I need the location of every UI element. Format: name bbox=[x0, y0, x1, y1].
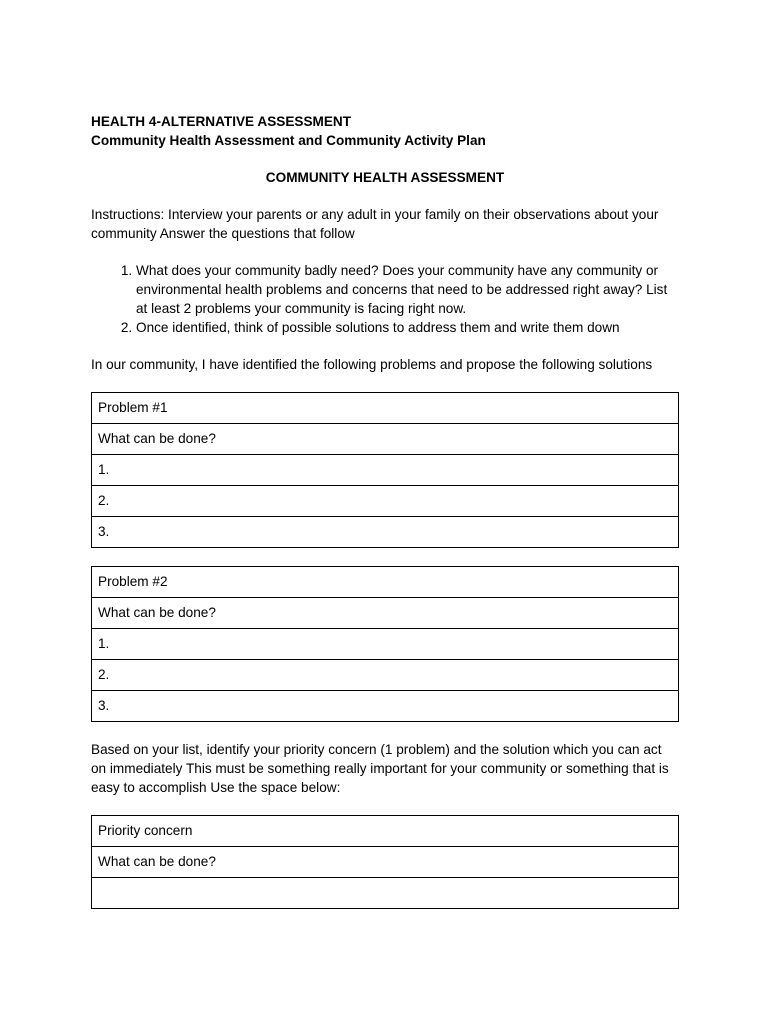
table-row bbox=[92, 567, 679, 598]
table-row bbox=[92, 660, 679, 691]
instructions-text: Instructions: Interview your parents or any adult in your family on their observations about your community Answer the questions that follow bbox=[91, 207, 659, 241]
table-cell-solution-3[interactable]: 3. bbox=[92, 691, 679, 722]
questions-list bbox=[91, 261, 679, 337]
document-title: HEALTH 4-ALTERNATIVE ASSESSMENT bbox=[91, 114, 352, 129]
table-row bbox=[92, 455, 679, 486]
table-row bbox=[92, 486, 679, 517]
table-cell-solution-2[interactable]: 2. bbox=[92, 660, 679, 691]
table-cell-what-can-be-done[interactable]: What can be done? bbox=[92, 847, 679, 878]
table-cell-answer[interactable] bbox=[92, 878, 679, 909]
table-row bbox=[92, 517, 679, 548]
question-item: 1. What does your community badly need? Does your community have any community or environmental health problems and concerns that need to be addressed right away? List at least 2 problems your community is facing right now. bbox=[136, 261, 679, 318]
table-cell-priority-concern[interactable]: Priority concern bbox=[92, 816, 679, 847]
lead-in-text: In our community, I have identified the following problems and propose the following solutions bbox=[91, 357, 653, 372]
priority-instructions-text: Based on your list, identify your priority concern (1 problem) and the solution which you can act on immediately This must be something really important for your community or something that is easy to accomplish Use the space below: bbox=[91, 742, 669, 795]
table-cell-solution-1[interactable]: 1. bbox=[92, 455, 679, 486]
question-item: 2. Once identified, think of possible solutions to address them and write them down bbox=[136, 318, 679, 337]
priority-table bbox=[91, 815, 679, 909]
table-cell-solution-1[interactable]: 1. bbox=[92, 629, 679, 660]
document-page bbox=[91, 112, 679, 909]
document-subtitle: Community Health Assessment and Community Activity Plan bbox=[91, 133, 486, 148]
table-row bbox=[92, 847, 679, 878]
table-row bbox=[92, 629, 679, 660]
table-cell-what-can-be-done[interactable]: What can be done? bbox=[92, 598, 679, 629]
table-row bbox=[92, 691, 679, 722]
problem-1-table bbox=[91, 392, 679, 548]
section-title: COMMUNITY HEALTH ASSESSMENT bbox=[265, 170, 505, 185]
table-row bbox=[92, 393, 679, 424]
table-cell-solution-3[interactable]: 3. bbox=[92, 517, 679, 548]
table-row bbox=[92, 816, 679, 847]
table-row bbox=[92, 598, 679, 629]
table-cell-solution-2[interactable]: 2. bbox=[92, 486, 679, 517]
table-cell-problem-label[interactable]: Problem #2 bbox=[92, 567, 679, 598]
table-row bbox=[92, 424, 679, 455]
table-cell-problem-label[interactable]: Problem #1 bbox=[92, 393, 679, 424]
problem-2-table bbox=[91, 566, 679, 722]
table-row bbox=[92, 878, 679, 909]
table-cell-what-can-be-done[interactable]: What can be done? bbox=[92, 424, 679, 455]
